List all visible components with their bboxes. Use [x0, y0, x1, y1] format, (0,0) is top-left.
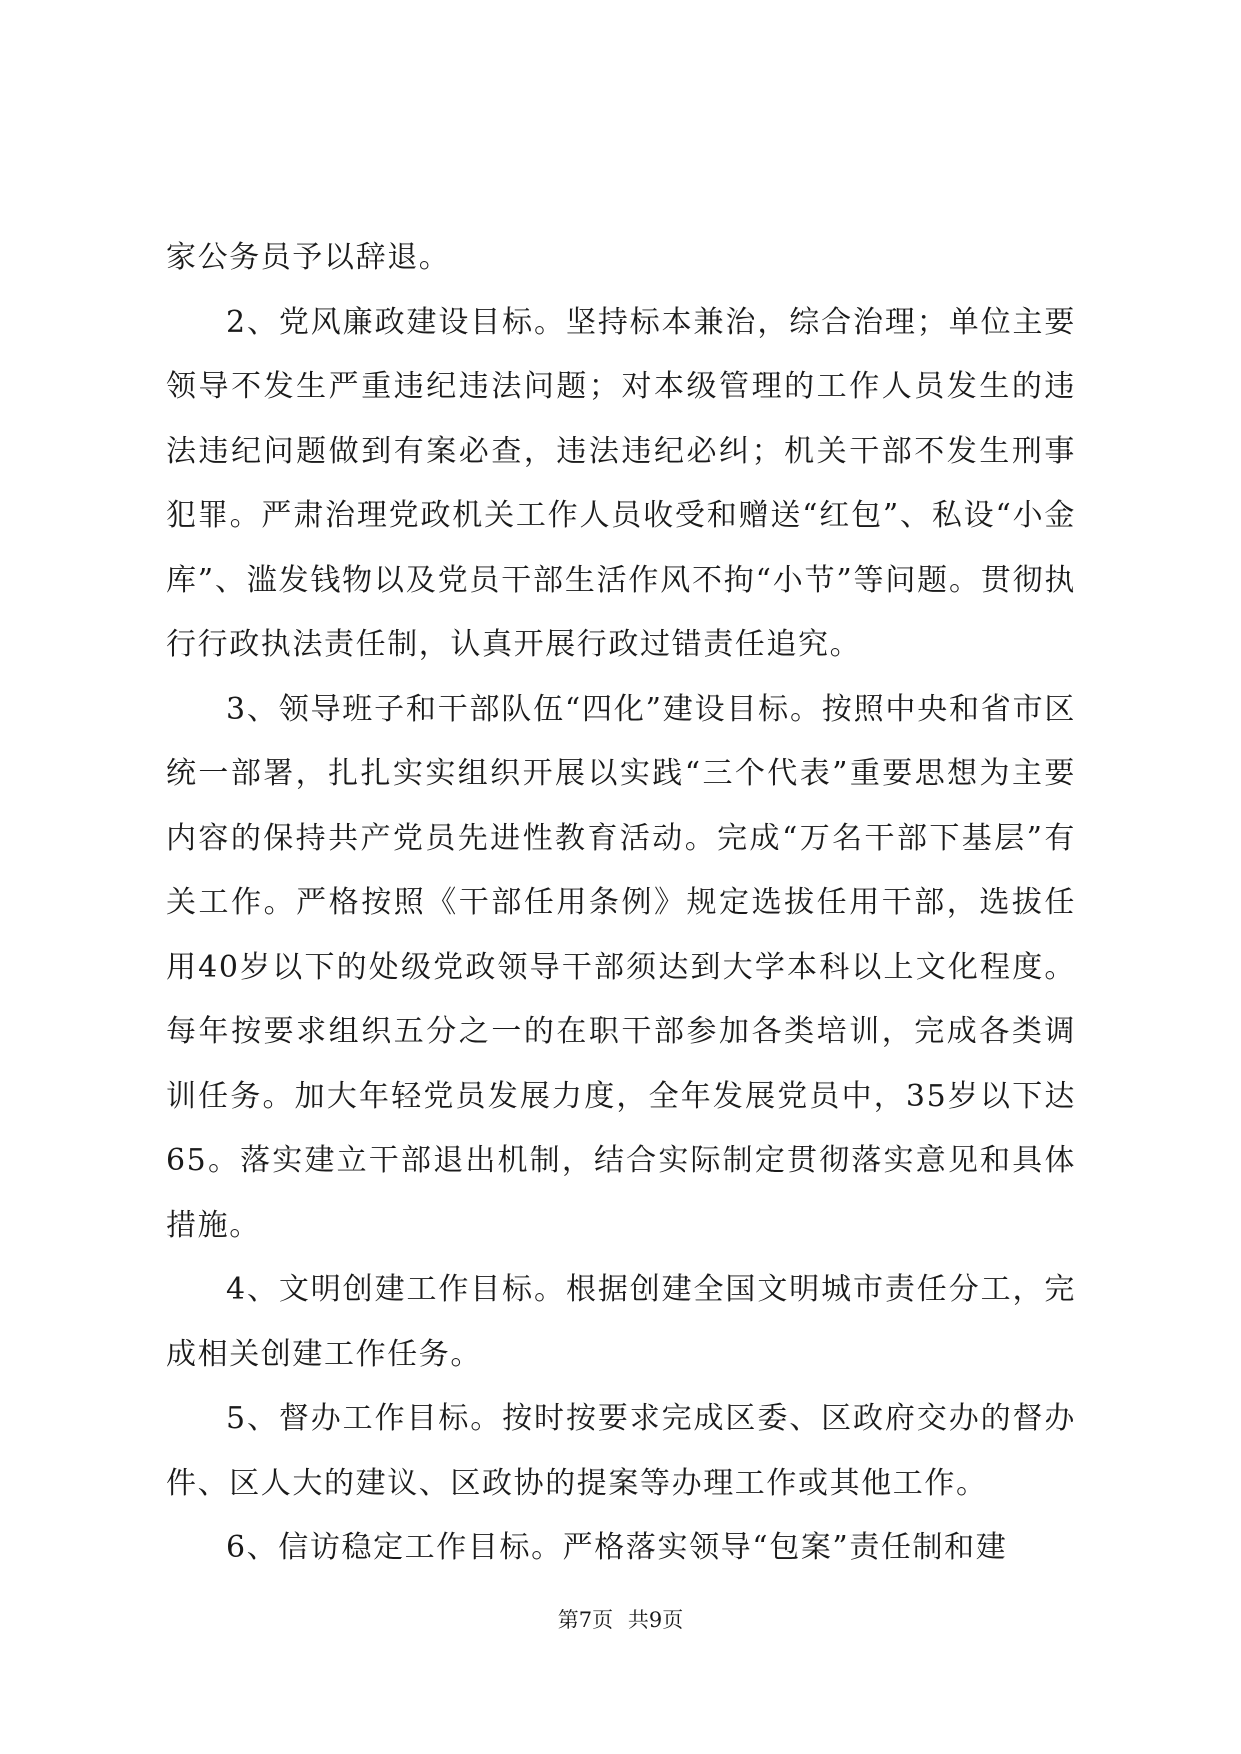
document-body: [166, 226, 1076, 1581]
page-number: 第7页: [557, 1608, 614, 1632]
paragraph-1: 家公务员予以辞退。: [166, 240, 451, 275]
paragraph-3: 3、领导班子和干部队伍“四化”建设目标。按照中央和省市区统一部署，扎扎实实组织开展以实践“三个代表”重要思想为主要内容的保持共产党员先进性教育活动。完成“万名干部下基层”有关工作。严格按照《干部任用条例》规定选拔任用干部，选拔任用40岁以下的处级党政领导干部须达到大学本科以上文化程度。每年按要求组织五分之一的在职干部参加各类培训，完成各类调训任务。加大年轻党员发展力度，全年发展党员中，35岁以下达65。落实建立干部退出机制，结合实际制定贯彻落实意见和具体措施。: [166, 691, 1076, 1243]
paragraph-6: 6、信访稳定工作目标。严格落实领导“包案”责任制和建: [226, 1530, 1008, 1565]
paragraph-2: 2、党风廉政建设目标。坚持标本兼治，综合治理；单位主要领导不发生严重违纪违法问题；对本级管理的工作人员发生的违法违纪问题做到有案必查，违法违纪必纠；机关干部不发生刑事犯罪。严肃治理党政机关工作人员收受和赠送“红包”、私设“小金库”、滥发钱物以及党员干部生活作风不拘“小节”等问题。贯彻执行行政执法责任制，认真开展行政过错责任追究。: [166, 304, 1076, 662]
page-total: 共9页: [627, 1608, 684, 1632]
paragraph-4: 4、文明创建工作目标。根据创建全国文明城市责任分工，完成相关创建工作任务。: [166, 1272, 1076, 1372]
page-footer: [0, 1605, 1241, 1635]
paragraph-5: 5、督办工作目标。按时按要求完成区委、区政府交办的督办件、区人大的建议、区政协的提案等办理工作或其他工作。: [166, 1401, 1076, 1501]
